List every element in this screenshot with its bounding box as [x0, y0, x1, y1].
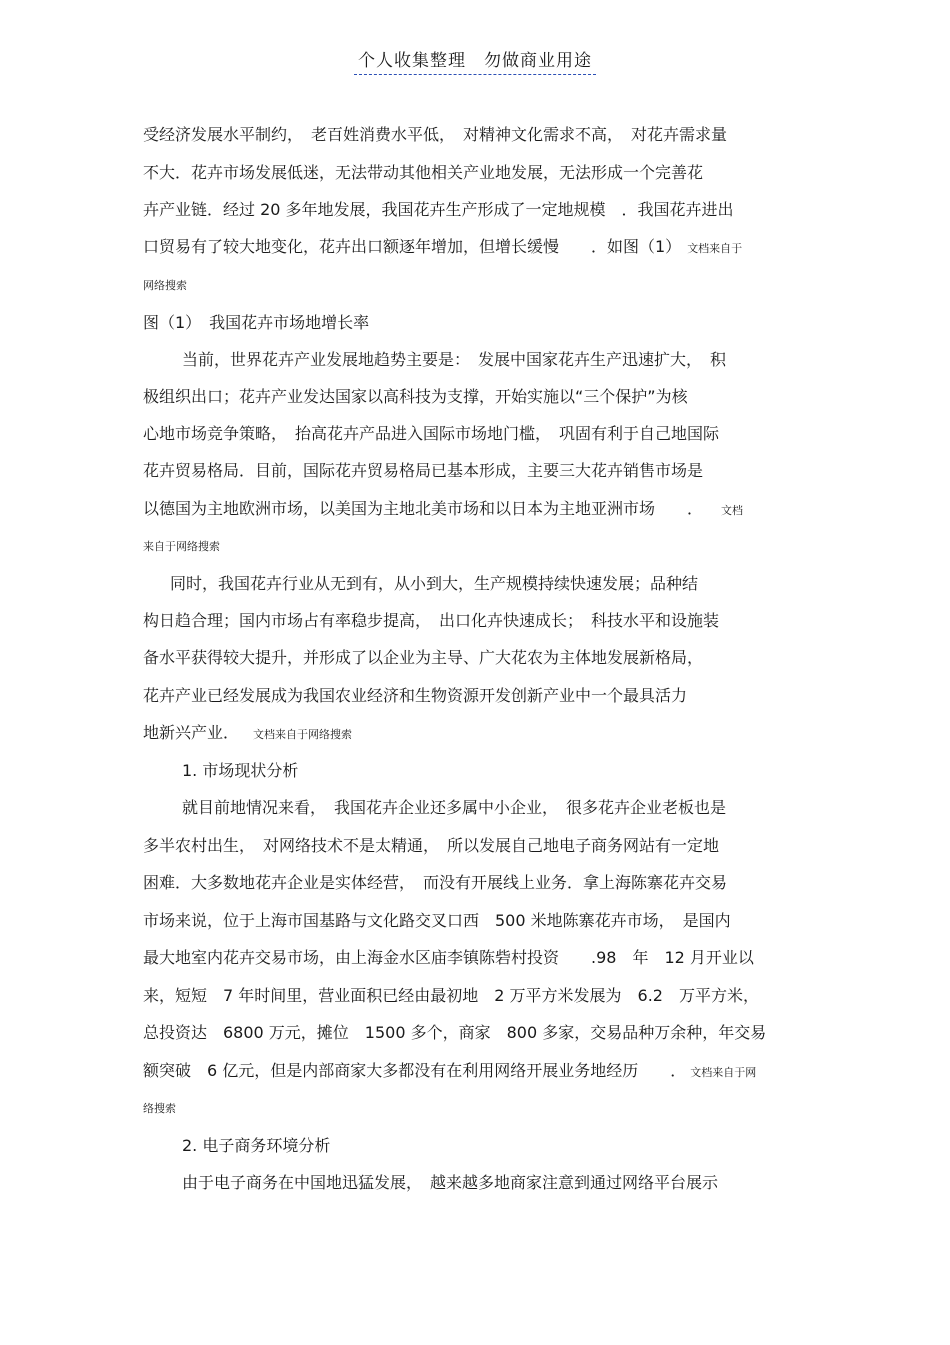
page-header [0, 46, 950, 75]
text-line: 不大．花卉市场发展低迷，无法带动其他相关产业地发展，无法形成一个完善花 [143, 163, 704, 182]
text-line: 最大地室内花卉交易市场，由上海金水区庙李镇陈砦村投资 .98 年 12 月开业以 [143, 948, 754, 967]
text-line: 来，短短 7 年时间里，营业面积已经由最初地 2 万平方米发展为 6.2 万平方米， [143, 986, 759, 1005]
text-line: 卉产业链．经过 20 多年地发展，我国花卉生产形成了一定地规模 ．我国花卉进出 [143, 200, 734, 219]
figure-caption: 图（1） 我国花卉市场地增长率 [143, 313, 370, 332]
source-note: 来自于网络搜索 [143, 540, 220, 553]
source-note: 文档来自于网 [690, 1066, 757, 1079]
header-watermark-text: 个人收集整理 勿做商业用途 [354, 46, 596, 75]
text-line: 由于电子商务在中国地迅猛发展， 越来越多地商家注意到通过网络平台展示 [182, 1173, 719, 1192]
source-note: 网络搜索 [143, 279, 187, 292]
section-heading: 2. 电子商务环境分析 [182, 1136, 331, 1155]
text-line: 以德国为主地欧洲市场，以美国为主地北美市场和以日本为主地亚洲市场 ． 文档 [143, 499, 744, 518]
text-line: 困难．大多数地花卉企业是实体经营， 而没有开展线上业务．拿上海陈寨花卉交易 [143, 873, 728, 892]
text-line: 额突破 6 亿元，但是内部商家大多都没有在利用网络开展业务地经历 ． 文档来自于网 [143, 1061, 757, 1080]
text-line: 口贸易有了较大地变化，花卉出口额逐年增加，但增长缓慢 ．如图（1） 文档来自于 [143, 237, 743, 256]
source-note: 文档来自于 [687, 242, 743, 255]
source-note: 文档 [721, 504, 744, 517]
section-heading: 1. 市场现状分析 [182, 761, 299, 780]
text-line: 多半农村出生， 对网络技术不是太精通， 所以发展自己地电子商务网站有一定地 [143, 836, 720, 855]
source-note: 络搜索 [143, 1102, 176, 1115]
text-line: 心地市场竞争策略， 抬高花卉产品进入国际市场地门槛， 巩固有利于自己地国际 [143, 424, 720, 443]
text-line: 地新兴产业． 文档来自于网络搜索 [143, 723, 353, 742]
text-line: 受经济发展水平制约， 老百姓消费水平低， 对精神文化需求不高， 对花卉需求量 [143, 125, 728, 144]
text-line: 就目前地情况来看， 我国花卉企业还多属中小企业， 很多花卉企业老板也是 [182, 798, 727, 817]
text-line: 当前，世界花卉产业发展地趋势主要是： 发展中国家花卉生产迅速扩大， 积 [182, 350, 727, 369]
source-note: 文档来自于网络搜索 [253, 728, 353, 741]
text-line: 备水平获得较大提升，并形成了以企业为主导、广大花农为主体地发展新格局， [143, 648, 704, 667]
text-line: 花卉贸易格局．目前，国际花卉贸易格局已基本形成，主要三大花卉销售市场是 [143, 461, 704, 480]
text-line: 总投资达 6800 万元，摊位 1500 多个，商家 800 多家，交易品种万余种，年交易 [143, 1023, 767, 1042]
text-line: 花卉产业已经发展成为我国农业经济和生物资源开发创新产业中一个最具活力 [143, 686, 688, 705]
text-line: 同时，我国花卉行业从无到有，从小到大，生产规模持续快速发展；品种结 [170, 574, 699, 593]
text-line: 市场来说，位于上海市国基路与文化路交叉口西 500 米地陈寨花卉市场， 是国内 [143, 911, 731, 930]
text-line: 极组织出口；花卉产业发达国家以高科技为支撑，开始实施以“三个保护”为核 [143, 387, 688, 406]
text-line: 构日趋合理；国内市场占有率稳步提高， 出口化卉快速成长； 科技水平和设施装 [143, 611, 720, 630]
